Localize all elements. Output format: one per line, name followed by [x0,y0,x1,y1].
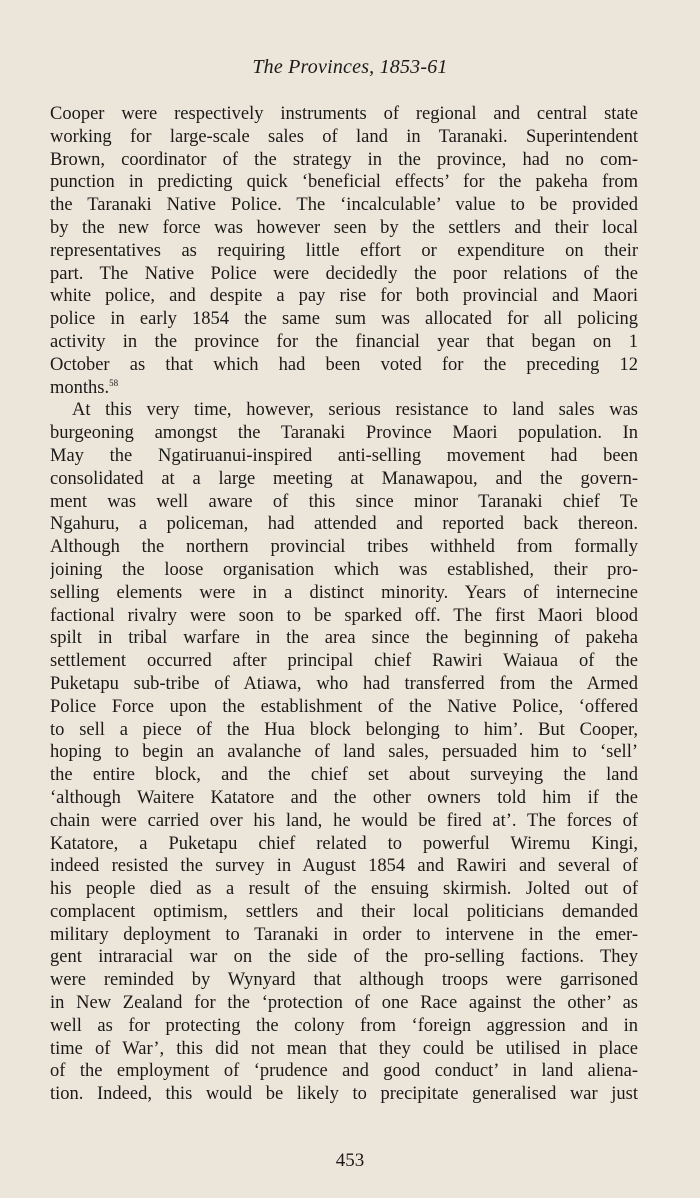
line-text: Puketapu sub-tribe of Atiawa, who had transferred from the Armed [50,673,638,694]
line-text: factional rivalry were soon to be sparked off. The first Maori blood [50,605,638,626]
text-line [50,1015,638,1038]
text-line [50,696,638,719]
text-line [50,491,638,514]
line-text: working for large-scale sales of land in Taranaki. Superintendent [50,126,638,147]
text-line [50,810,638,833]
line-text: Brown, coordinator of the strategy in the province, had no com- [50,149,638,170]
text-line [50,582,638,605]
paragraph-2 [50,399,638,1106]
text-line [50,331,638,354]
line-text: of the employment of ‘prudence and good conduct’ in land aliena- [50,1061,638,1082]
line-text: were reminded by Wynyard that although troops were garrisoned [50,970,638,991]
text-line [50,833,638,856]
text-line [50,194,638,217]
text-line [50,1038,638,1061]
line-text: Katatore, a Puketapu chief related to powerful Wiremu Kingi, [50,833,638,854]
line-text: ‘although Waitere Katatore and the other owners told him if the [50,787,638,808]
line-text: military deployment to Taranaki in order to intervene in the emer- [50,924,638,945]
text-line [50,992,638,1015]
line-text: Cooper were respectively instruments of regional and central state [50,104,638,124]
text-line [50,513,638,536]
line-text: punction in predicting quick ‘beneficial effects’ for the pakeha from [50,172,638,193]
text-line [50,924,638,947]
text-line [50,171,638,194]
line-text: gent intraracial war on the side of the pro-selling factions. They [50,947,638,968]
text-line [50,787,638,810]
text-line [50,422,638,445]
text-line [50,946,638,969]
line-text: October as that which had been voted for the preceding 12 [50,354,638,375]
line-text: tion. Indeed, this would be likely to precipitate generalised war just [50,1084,638,1105]
text-line [50,263,638,286]
line-text: his people died as a result of the ensuing skirmish. Jolted out of [50,879,638,900]
text-line [50,103,638,126]
line-text: by the new force was however seen by the settlers and their local [50,217,638,238]
text-line [50,445,638,468]
line-text: representatives as requiring little effort or expenditure on their [50,240,638,261]
text-line [50,855,638,878]
text-line [50,1083,638,1106]
line-text: in New Zealand for the ‘protection of one Race against the other’ as [50,993,638,1014]
text-line [50,399,638,422]
paragraph-1 [50,103,638,399]
text-line [50,354,638,377]
page-number: 453 [335,1150,365,1171]
line-text: spilt in tribal warfare in the area since the beginning of pakeha [50,628,638,649]
text-line [50,764,638,787]
text-line [50,719,638,742]
line-text: months. [50,377,110,398]
line-text: the Taranaki Native Police. The ‘incalculable’ value to be provided [50,195,638,216]
line-text: settlement occurred after principal chief Rawiri Waiaua of the [50,651,638,672]
text-line [50,149,638,172]
line-text: indeed resisted the survey in August 1854 and Rawiri and several of [50,856,638,877]
line-text: Although the northern provincial tribes withheld from formally [50,537,638,558]
text-line [50,126,638,149]
text-line [50,217,638,240]
line-text: Police Force upon the establishment of the Native Police, ‘offered [50,696,638,717]
line-text: May the Ngatiruanui-inspired anti-selling movement had been [50,445,638,466]
text-line [50,240,638,263]
line-text: ment was well aware of this since minor Taranaki chief Te [50,491,638,512]
line-text: part. The Native Police were decidedly the poor relations of the [50,263,638,284]
line-text: burgeoning amongst the Taranaki Province Maori population. In [50,423,638,444]
line-text: consolidated at a large meeting at Manawapou, and the govern- [50,468,638,489]
text-line [50,627,638,650]
line-text: activity in the province for the financial year that began on 1 [50,331,638,352]
text-line [50,559,638,582]
text-line [50,901,638,924]
text-line [50,468,638,491]
text-line [50,878,638,901]
line-text: complacent optimism, settlers and their local politicians demanded [50,901,638,922]
text-line [50,285,638,308]
line-text: At this very time, however, serious resistance to land sales was [72,400,638,421]
text-line [50,741,638,764]
line-text: hoping to begin an avalanche of land sales, persuaded him to ‘sell’ [50,742,638,763]
text-line [50,673,638,696]
line-text: time of War’, this did not mean that they could be utilised in place [50,1038,638,1059]
line-text: to sell a piece of the Hua block belonging to him’. But Cooper, [50,719,638,740]
footnote-reference: 58 [109,377,119,388]
text-line [50,536,638,559]
running-head: The Provinces, 1853-61 [252,56,448,78]
line-text: the entire block, and the chief set about surveying the land [50,765,638,786]
line-text: selling elements were in a distinct minority. Years of internecine [50,582,638,603]
line-text: Ngahuru, a policeman, had attended and reported back thereon. [50,514,638,535]
line-text: white police, and despite a pay rise for both provincial and Maori [50,286,638,307]
line-text: police in early 1854 the same sum was allocated for all policing [50,309,638,330]
text-line [50,605,638,628]
text-line [50,650,638,673]
text-line [50,969,638,992]
text-line [50,308,638,331]
body-text [50,103,638,1106]
line-text: joining the loose organisation which was established, their pro- [50,559,638,580]
line-text: chain were carried over his land, he would be fired at’. The forces of [50,810,638,831]
text-line [50,1060,638,1083]
line-text: well as for protecting the colony from ‘foreign aggression and in [50,1015,638,1036]
text-line [50,377,638,400]
